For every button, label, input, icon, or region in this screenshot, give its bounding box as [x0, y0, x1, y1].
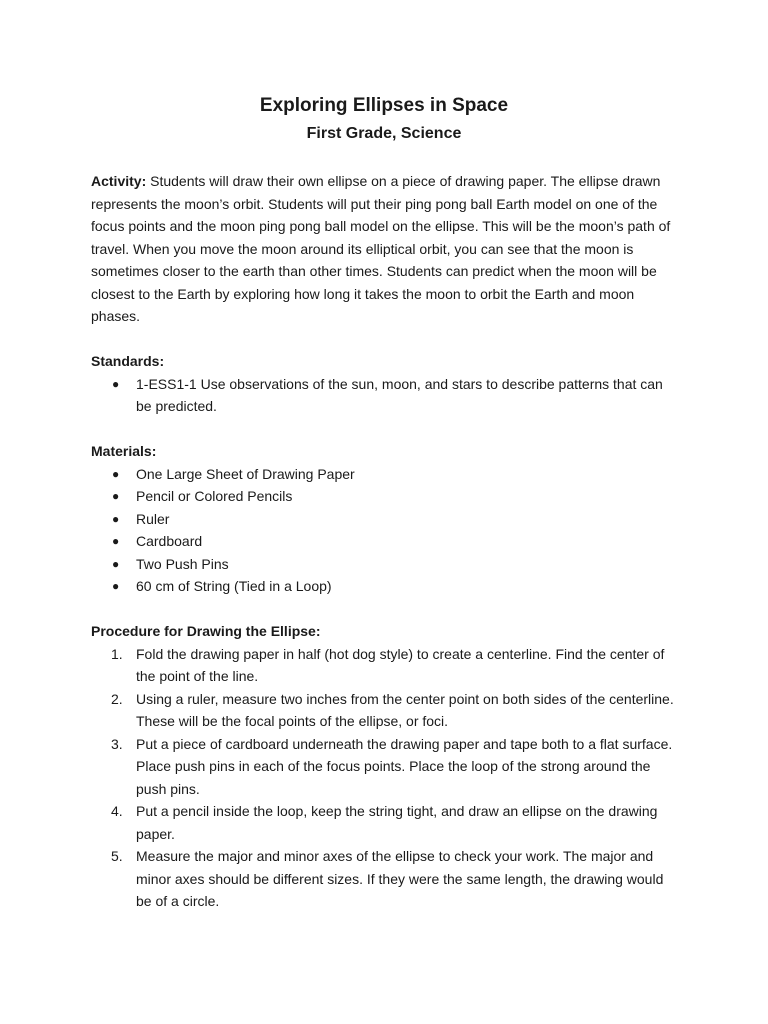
procedure-step — [111, 800, 681, 845]
materials-list-item — [112, 508, 681, 531]
materials-list-item — [112, 530, 681, 553]
bullet-icon: ● — [112, 579, 120, 593]
procedure-step — [111, 688, 681, 733]
materials-list-item — [112, 575, 681, 598]
document-title: Exploring Ellipses in Space — [259, 95, 509, 116]
procedure-section — [91, 620, 681, 913]
step-text: Put a piece of cardboard underneath the drawing paper and tape both to a flat surface. Place push pins in each of the focus points. Place the loop of the strong around the push pins. — [136, 735, 673, 797]
step-text: Using a ruler, measure two inches from the center point on both sides of the centerline. These will be the focal points of the ellipse, or foci. — [136, 690, 674, 729]
standards-list — [91, 373, 681, 418]
procedure-step — [111, 733, 681, 801]
procedure-step — [111, 643, 681, 688]
step-number: 5. — [111, 848, 123, 864]
bullet-icon: ● — [112, 466, 120, 481]
procedure-heading: Procedure for Drawing the Ellipse: — [91, 623, 321, 639]
materials-item-text: Pencil or Colored Pencils — [136, 488, 293, 504]
materials-list — [91, 463, 681, 598]
bullet-icon: ● — [112, 489, 120, 503]
standards-list-item — [112, 373, 681, 418]
step-number: 2. — [111, 690, 123, 707]
materials-heading: Materials: — [91, 443, 157, 459]
document-body — [91, 170, 681, 913]
materials-list-item — [112, 553, 681, 576]
bullet-icon: ● — [112, 534, 120, 548]
materials-item-text: Two Push Pins — [136, 555, 229, 572]
materials-item-text: Ruler — [136, 510, 170, 527]
materials-item-text: 60 cm of String (Tied in a Loop) — [136, 578, 332, 594]
step-text: Measure the major and minor axes of the ellipse to check your work. The major and minor axes should be different sizes. If they were the same length, the drawing would be of a circle. — [136, 848, 664, 909]
materials-item-text: Cardboard — [136, 533, 203, 549]
materials-item-text: One Large Sheet of Drawing Paper — [136, 465, 355, 482]
standards-item-text: 1-ESS1-1 Use observations of the sun, moon, and stars to describe patterns that can be predicted. — [136, 375, 663, 414]
step-number: 4. — [111, 803, 123, 819]
standards-heading: Standards: — [91, 353, 165, 369]
document-subtitle: First Grade, Science — [306, 125, 462, 142]
bullet-icon: ● — [112, 556, 120, 571]
bullet-icon: ● — [112, 376, 120, 391]
activity-label: Activity: — [91, 173, 147, 189]
step-number: 1. — [111, 645, 123, 662]
activity-paragraph — [91, 170, 681, 328]
step-text: Put a pencil inside the loop, keep the string tight, and draw an ellipse on the drawing paper. — [136, 803, 658, 842]
step-number: 3. — [111, 735, 123, 752]
materials-section — [91, 440, 681, 598]
standards-section — [91, 350, 681, 418]
procedure-steps — [91, 643, 681, 913]
procedure-step — [111, 845, 681, 913]
bullet-icon: ● — [112, 511, 120, 526]
materials-list-item — [112, 485, 681, 508]
activity-text: Students will draw their own ellipse on a piece of drawing paper. The ellipse drawn represents the moon’s orbit. Students will put their ping pong ball Earth model on one of the focus points and the moon ping pong ball model on the ellipse. This will be the moon’s path of travel. When you move the moon around its elliptical orbit, you can see that the moon is sometimes closer to the earth than other times. Students can predict when the moon will be closest to the Earth by exploring how long it takes the moon to orbit the Earth and moon phases. — [91, 173, 671, 324]
materials-list-item — [112, 463, 681, 486]
step-text: Fold the drawing paper in half (hot dog style) to create a centerline. Find the center of the point of the line. — [136, 645, 665, 684]
